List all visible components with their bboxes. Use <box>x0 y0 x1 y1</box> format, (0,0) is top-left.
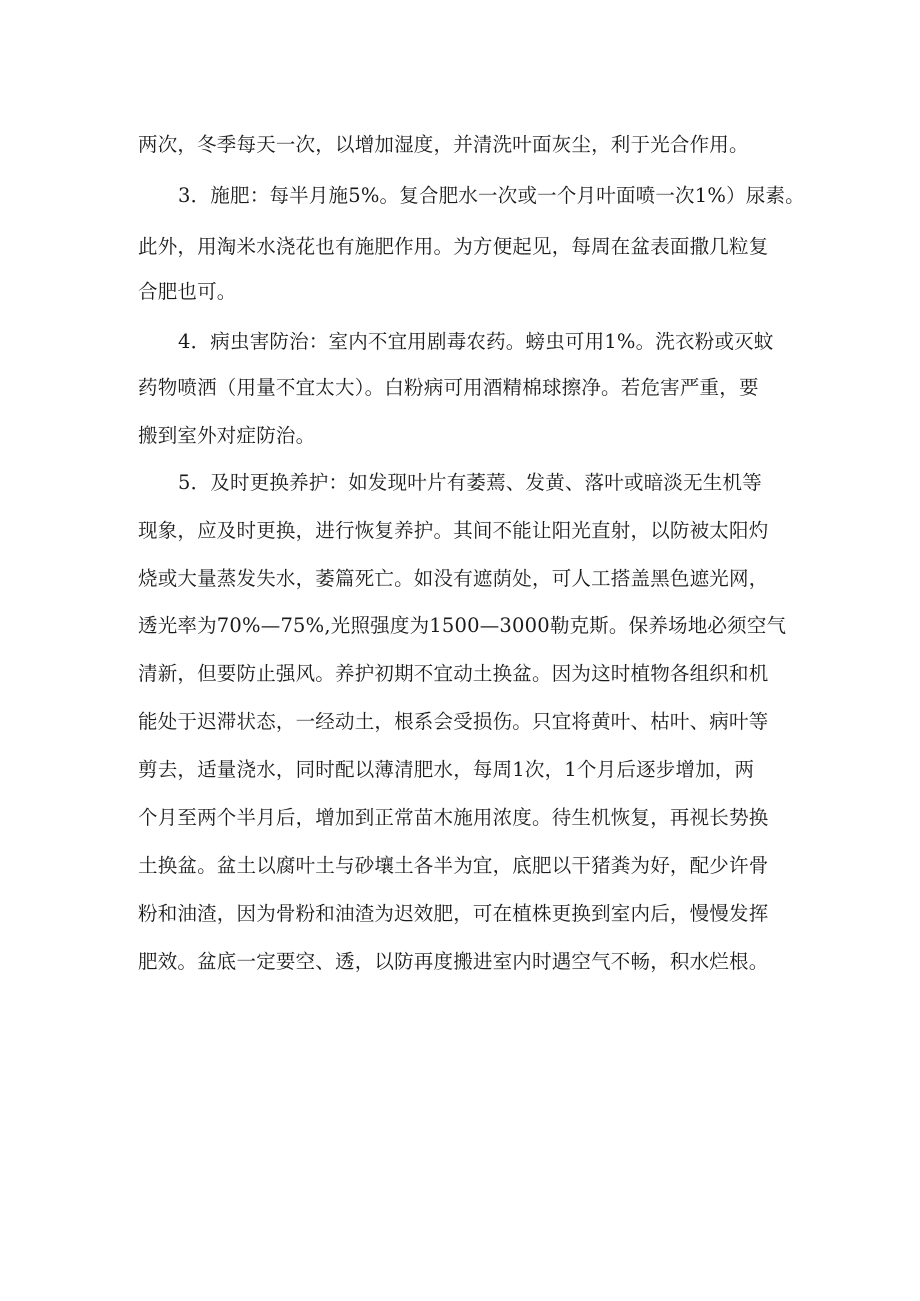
text-line: 剪去，适量浇水，同时配以薄清肥水，每周1次，1个月后逐步增加，两 <box>138 758 755 781</box>
text-line: 肥效。盆底一定要空、透，以防再度搬进室内时遇空气不畅，积水烂根。 <box>138 950 769 973</box>
text-line: 两次，冬季每天一次，以增加湿度，并清洗叶面灰尘，利于光合作用。 <box>138 133 749 156</box>
text-line: 药物喷洒（用量不宜太大）。白粉病可用酒精棉球擦净。若危害严重，要 <box>138 376 759 399</box>
text-line: 3．施肥：每半月施5%。复合肥水一次或一个月叶面喷一次1%）尿素。 <box>178 184 805 207</box>
text-line: 粉和油渣，因为骨粉和油渣为迟效肥，可在植株更换到室内后，慢慢发挥 <box>138 902 769 925</box>
text-line: 清新，但要防止强风。养护初期不宜动土换盆。因为这时植物各组织和机 <box>138 662 769 685</box>
text-line: 土换盆。盆土以腐叶土与砂壤土各半为宜，底肥以干猪粪为好，配少许骨 <box>138 854 769 877</box>
text-line: 个月至两个半月后，增加到正常苗木施用浓度。待生机恢复，再视长势换 <box>138 806 769 829</box>
text-line: 能处于迟滞状态，一经动土，根系会受损伤。只宜将黄叶、枯叶、病叶等 <box>138 710 769 733</box>
text-line: 4．病虫害防治：室内不宜用剧毒农药。螃虫可用1%。洗衣粉或灭蚊 <box>178 330 774 353</box>
text-line: 合肥也可。 <box>138 280 237 303</box>
text-line: 透光率为70%—75%,光照强度为1500—3000勒克斯。保养场地必须空气 <box>138 614 787 637</box>
text-line: 烧或大量蒸发失水，萎篇死亡。如没有遮荫处，可人工搭盖黑色遮光网， <box>138 567 769 590</box>
text-line: 5．及时更换养护：如发现叶片有萎蔫、发黄、落叶或暗淡无生机等 <box>178 471 762 494</box>
text-line: 此外，用淘米水浇花也有施肥作用。为方便起见，每周在盆表面撒几粒复 <box>138 235 769 258</box>
text-line: 现象，应及时更换，进行恢复养护。其间不能让阳光直射，以防被太阳灼 <box>138 519 769 542</box>
text-line: 搬到室外对症防治。 <box>138 424 316 447</box>
